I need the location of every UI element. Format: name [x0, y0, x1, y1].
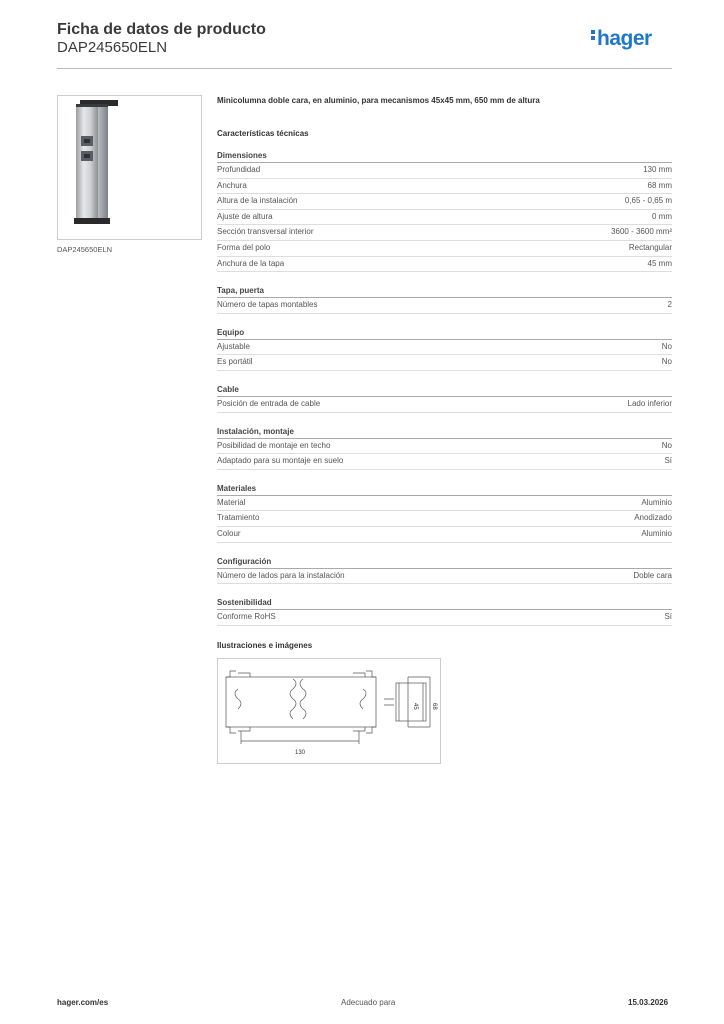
footer-date: 15.03.2026 [628, 998, 669, 1007]
column-product-image [58, 96, 201, 239]
spec-row [217, 179, 672, 195]
dim-inner-label: 45 [412, 702, 418, 710]
product-description: Minicolumna doble cara, en aluminio, para mecanismos 45x45 mm, 650 mm de altura [217, 96, 540, 105]
spec-groups [217, 151, 672, 626]
spec-label: Ajustable [217, 341, 250, 351]
spec-row [217, 298, 672, 314]
spec-value: No [661, 357, 672, 367]
spec-label: Conforme RoHS [217, 612, 276, 622]
spec-row [217, 241, 672, 257]
spec-label: Número de lados para la instalación [217, 570, 345, 580]
spec-row [217, 511, 672, 527]
spec-row [217, 225, 672, 241]
tech-section-title: Características técnicas [217, 129, 309, 138]
spec-group-title: Dimensiones [217, 151, 672, 163]
header-divider [57, 68, 672, 69]
spec-group-title: Materiales [217, 484, 672, 496]
page-title: Ficha de datos de producto [57, 21, 266, 38]
spec-value: Aluminio [641, 528, 672, 538]
illustrations-title: Ilustraciones e imágenes [217, 640, 313, 650]
logo-text: hager [597, 27, 652, 50]
footer-website: hager.com/es [57, 998, 109, 1007]
spec-label: Ajuste de altura [217, 211, 273, 221]
spec-label: Adaptado para su montaje en suelo [217, 456, 344, 466]
product-thumbnail [57, 95, 202, 240]
spec-row [217, 340, 672, 356]
spec-value: 0 mm [652, 211, 672, 221]
spec-label: Material [217, 497, 246, 507]
spec-label: Anchura [217, 180, 247, 190]
spec-label: Posibilidad de montaje en techo [217, 440, 331, 450]
spec-value: 2 [667, 300, 672, 310]
spec-value: Sí [664, 456, 672, 466]
spec-group-title: Configuración [217, 557, 672, 569]
spec-group-title: Equipo [217, 328, 672, 340]
spec-label: Anchura de la tapa [217, 258, 285, 268]
spec-group [217, 557, 672, 585]
spec-label: Forma del polo [217, 242, 271, 252]
spec-row [217, 439, 672, 455]
spec-content [217, 96, 672, 764]
spec-row [217, 610, 672, 626]
dim-width-label: 130 [294, 749, 306, 756]
logo-dots-icon [591, 30, 595, 42]
spec-value: Rectangular [628, 242, 672, 252]
spec-group-title: Sostenibilidad [217, 598, 672, 610]
spec-group-title: Tapa, puerta [217, 286, 672, 298]
spec-value: Doble cara [633, 570, 672, 580]
spec-label: Es portátil [217, 357, 253, 367]
spec-value: 68 mm [647, 180, 672, 190]
spec-value: Aluminio [641, 497, 672, 507]
spec-value: Anodizado [634, 513, 672, 523]
spec-value: 130 mm [643, 165, 672, 174]
spec-value: Sí [664, 612, 672, 622]
spec-value: Lado inferior [627, 398, 672, 408]
spec-value: No [661, 341, 672, 351]
spec-row [217, 569, 672, 585]
spec-value: 0,65 - 0,65 m [624, 196, 672, 206]
spec-label: Profundidad [217, 165, 261, 174]
spec-label: Sección transversal interior [217, 227, 314, 237]
spec-group-title: Cable [217, 385, 672, 397]
spec-label: Tratamiento [217, 513, 260, 523]
spec-row [217, 397, 672, 413]
spec-row [217, 496, 672, 512]
dim-outer-label: 68 [431, 702, 437, 710]
spec-group-title: Instalación, montaje [217, 427, 672, 439]
footer-note: Adecuado para [341, 998, 396, 1007]
spec-label: Número de tapas montables [217, 300, 318, 310]
spec-row [217, 194, 672, 210]
product-code: DAP245650ELN [57, 39, 168, 56]
profile-drawing-svg [218, 659, 440, 763]
spec-group [217, 484, 672, 543]
spec-group [217, 385, 672, 413]
spec-row [217, 210, 672, 226]
spec-group [217, 328, 672, 371]
spec-group [217, 151, 672, 272]
spec-label: Colour [217, 528, 241, 538]
hager-logo [591, 27, 652, 51]
thumbnail-caption: DAP245650ELN [57, 245, 113, 254]
spec-value: 45 mm [647, 258, 672, 268]
spec-group [217, 286, 672, 314]
spec-label: Posición de entrada de cable [217, 398, 321, 408]
cross-section-drawing [217, 658, 441, 764]
spec-group [217, 598, 672, 626]
spec-row [217, 163, 672, 179]
spec-label: Altura de la instalación [217, 196, 298, 206]
spec-row [217, 454, 672, 470]
spec-row [217, 355, 672, 371]
spec-group [217, 427, 672, 470]
spec-row [217, 257, 672, 273]
spec-value: No [661, 440, 672, 450]
spec-value: 3600 - 3600 mm² [611, 227, 672, 237]
spec-row [217, 527, 672, 543]
